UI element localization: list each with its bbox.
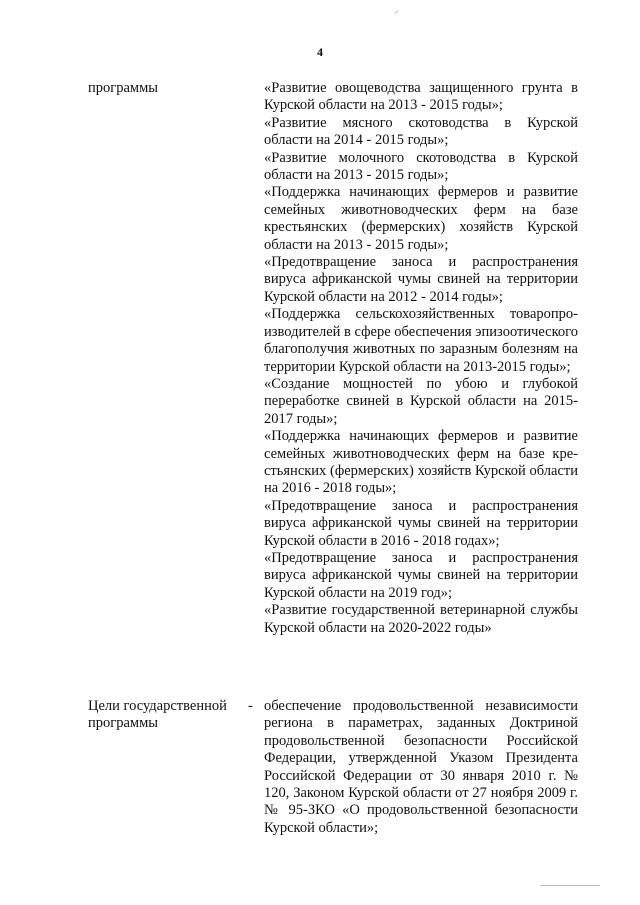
page-number: 4 [317,45,323,59]
scan-edge-line [540,885,600,886]
program-item: «Предотвращение заноса и распространения вируса африканской чумы свиней на территории Курской области на 2012 - 2014 годы»; [264,254,578,305]
goals-text: обеспечение продовольственной независимости региона в параметрах, заданных Доктриной продовольственной безопасности Российской Федерации, утвержденной Указом Президента Российской Федерации от 30 января 2010 г. № 120, Законом Курской области от 27 ноября 2009 г. № 95-ЗКО «О продовольственной безопасности Курской области»; [264,698,578,836]
program-item: «Поддержка сельскохозяйственных товаропроизводителей в сфере обеспечения эпизоотического благополучия животных по заразным болезням на территории Курской области на 2013-2015 годы»; [264,306,579,375]
list-dash: - [248,698,253,714]
program-item: «Развитие молочного скотоводства в Курской области на 2013 - 2015 годы»; [264,149,578,184]
program-item: «Поддержка начинающих фермеров и развитие семейных животноводческих ферм на базе крестьянских (фермерских) хозяйств Курской области на 2016 - 2018 годы»; [264,428,578,497]
program-item: «Создание мощностей по убою и глубокой переработке свиней в Курской области на 2015-2017 годы»; [264,375,578,427]
section-label-goals: Цели государственной программы [88,698,227,732]
program-item: «Развитие государственной ветеринарной службы Курской области на 2020-2022 годы» [264,602,578,636]
program-item: «Предотвращение заноса и распространения вируса африканской чумы свиней на территории Курской области на 2019 год»; [264,549,578,601]
programs-list [264,80,578,637]
program-item: «Предотвращение заноса и распространения вируса африканской чумы свиней на территории Курской области в 2016 - 2018 годах»; [264,497,578,549]
program-item: «Поддержка начинающих фермеров и развитие семейных животноводческих ферм на базе крестьянских (фермерских) хозяйств Курской области на 2013 - 2015 годы»; [264,184,578,253]
scan-mark: ⸝ [394,5,399,16]
section-label-programs: программы [88,80,158,96]
program-item: «Развитие овощеводства защищенного грунта в Курской области на 2013 - 2015 годы»; [264,80,578,114]
program-item: «Развитие мясного скотоводства в Курской области на 2014 - 2015 годы»; [264,114,578,149]
